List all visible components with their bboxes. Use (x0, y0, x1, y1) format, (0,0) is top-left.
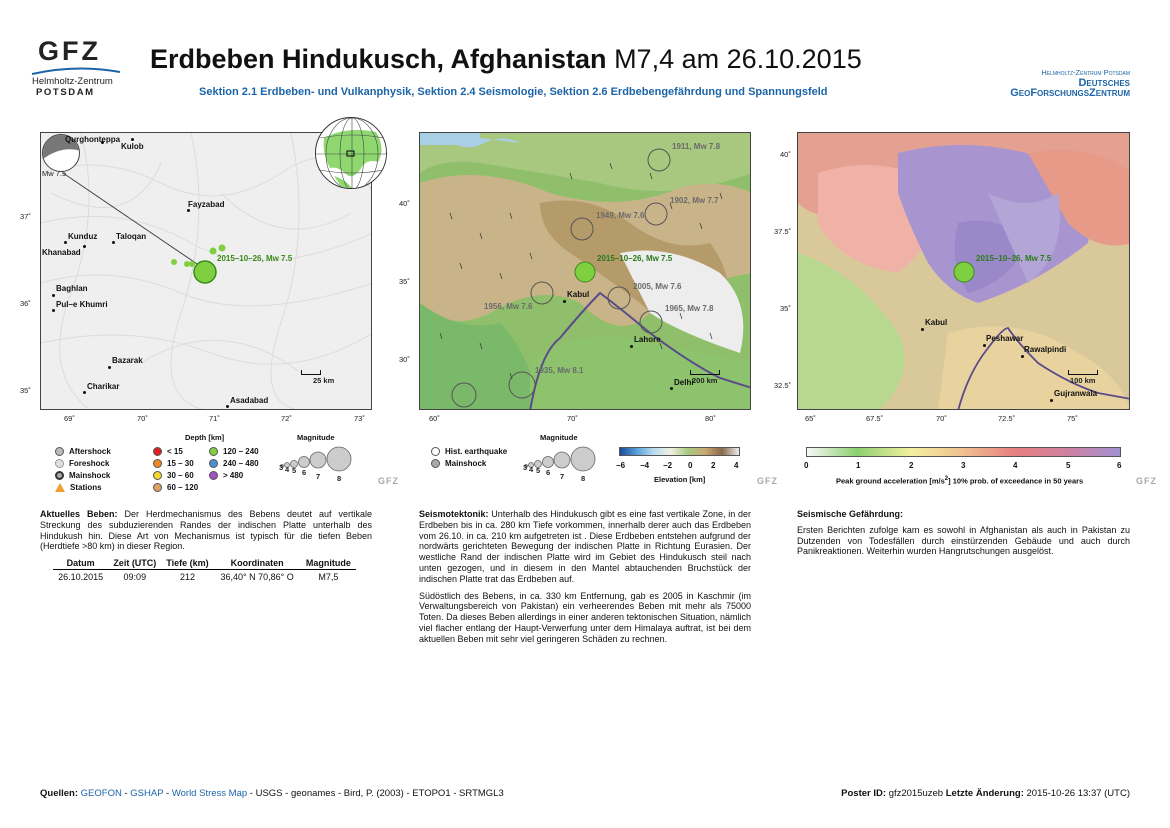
col-hazard (797, 509, 1130, 557)
mainshock-icon (431, 459, 440, 468)
x-tick: 70˚ (137, 414, 148, 423)
col2-text2: Südöstlich des Bebens, in ca. 330 km Entfernung, gab es 2005 in Kaschmir (im Verwaltungsbereich von Pakistan) ein verheerendes Beben mit mehr als 75000 Toten. Da dieses Beben allerdings in einer anderen tektonischen Situation, nämlich viel flacher entlang der Haupt-Verwerfung unter dem Himalaya auftrat, ist bei dem aktuellen Beben mit sehr viel geringeren Schäden zu rechnen. (419, 590, 751, 644)
hist-eq-label: 1902, Mw 7.7 (670, 196, 719, 205)
mag-tick: 4 (285, 465, 290, 474)
y-tick: 36˚ (20, 299, 31, 308)
map-seismotectonic (419, 132, 751, 410)
magnitude-circles-icon (522, 446, 598, 472)
cbar-tick: 2 (711, 461, 716, 470)
city-label: Bazarak (112, 356, 143, 365)
hist-eq-label: 2005, Mw 7.6 (633, 282, 682, 291)
city-label: Taloqan (116, 232, 147, 241)
legend-aftershock: Aftershock (55, 447, 111, 456)
mag-tick: 5 (292, 466, 297, 475)
right-logo-line2: Deutsches (1078, 77, 1130, 89)
col2-heading: Seismotektonik: (419, 509, 489, 519)
city-label: Baghlan (56, 284, 88, 293)
depth-swatch (209, 447, 218, 456)
scale-label: 25 km (313, 376, 335, 385)
x-tick: 60˚ (429, 414, 440, 423)
y-tick: 40˚ (399, 199, 410, 208)
depth-legend-item: 240 – 480 (209, 459, 259, 468)
cbar-tick: 1 (856, 461, 861, 470)
event-label: 2015–10–26, Mw 7.5 (976, 254, 1052, 263)
event-table (53, 557, 356, 584)
city-label: Pul–e Khumri (56, 300, 108, 309)
gfz-logo-swoosh-icon (30, 66, 122, 76)
th-mag: Magnitude (301, 557, 356, 570)
col3-heading: Seismische Gefährdung: (797, 509, 904, 519)
x-tick: 80˚ (705, 414, 716, 423)
hist-eq-label: 1935, Mw 8.1 (535, 366, 584, 375)
depth-swatch (153, 447, 162, 456)
cbar-tick: 3 (961, 461, 966, 470)
hist-eq-label: 1949, Mw 7.6 (596, 211, 645, 220)
depth-legend-title: Depth [km] (185, 433, 225, 442)
depth-swatch (209, 459, 218, 468)
hist-eq-label: 1956, Mw 7.6 (484, 302, 533, 311)
y-tick: 30˚ (399, 355, 410, 364)
gfz-watermark: GFZ (757, 476, 778, 486)
th-coords: Koordinaten (214, 557, 301, 570)
cbar-tick: 5 (1066, 461, 1071, 470)
x-tick: 65˚ (805, 414, 816, 423)
link-gshap[interactable]: GSHAP (130, 788, 164, 799)
scale-bar (301, 370, 321, 375)
legend-stations: Stations (55, 483, 102, 492)
scale-bar (690, 370, 720, 375)
depth-legend-item: > 480 (209, 471, 243, 480)
gfz-logo-text: GFZ (38, 36, 101, 66)
x-tick: 72.5˚ (998, 414, 1016, 423)
depth-legend-item: 120 – 240 (209, 447, 259, 456)
col3-text: Ersten Berichten zufolge kam es sowohl in Afghanistan als auch in Pakistan zu Dutzenden von Todesfällen durch einstürzenden Gebäude und auch durch Panikreaktionen. Weiterhin wurden Hangrutschungen ausgelöst. (797, 524, 1130, 557)
col1-text: Der Herdmechanismus des Bebens deutet auf vertikale Streckung des subduzierenden Randes der indischen Platte unterhalb des Hindukush hin. Diese Art von Mechanismus ist typisch für die tiefen Beben (Herdtiefe >80 km) in dieser Region. (40, 509, 372, 552)
title-main: Erdbeben Hindukusch, Afghanistan (150, 44, 607, 74)
cbar-tick: 0 (688, 461, 693, 470)
x-tick: 70˚ (936, 414, 947, 423)
mag-tick: 6 (546, 468, 551, 477)
aftershock-icon (55, 447, 64, 456)
th-date: Datum (53, 557, 108, 570)
mag-tick: 6 (302, 468, 307, 477)
y-tick: 32.5˚ (774, 381, 792, 390)
cbar-tick: −6 (616, 461, 626, 470)
depth-legend-item: < 15 (153, 447, 183, 456)
city-label: Peshawar (986, 334, 1024, 343)
legend-hist-eq: Hist. earthquake (431, 447, 507, 456)
x-tick: 73˚ (354, 414, 365, 423)
beachball-label: Mw 7.5 (42, 169, 67, 178)
x-tick: 67.5˚ (866, 414, 884, 423)
cbar-tick: 4 (734, 461, 739, 470)
depth-swatch (153, 459, 162, 468)
hist-eq-label: 1965, Mw 7.8 (665, 304, 714, 313)
pga-colorbar-title: Peak ground acceleration $[m/s^2]$ 10% prob. of exceedance in 50 years (836, 476, 1084, 486)
mag-tick: 8 (581, 474, 586, 483)
depth-swatch (153, 471, 162, 480)
cbar-tick: 6 (1117, 461, 1122, 470)
x-tick: 72˚ (281, 414, 292, 423)
scale-bar (1068, 370, 1098, 375)
page-subtitle: Sektion 2.1 Erdbeben- und Vulkanphysik, Sektion 2.4 Seismologie, Sektion 2.6 Erdbebengefährdung und Spannungsfeld (199, 86, 828, 98)
city-label: Qurghonteppa (65, 135, 121, 144)
hist-eq-icon (431, 447, 440, 456)
gfz-watermark: GFZ (378, 476, 399, 486)
x-tick: 70˚ (567, 414, 578, 423)
th-depth: Tiefe (km) (161, 557, 213, 570)
elevation-colorbar-title: Elevation [km] (654, 475, 706, 484)
scale-label: 100 km (1070, 376, 1096, 385)
cbar-tick: 4 (1013, 461, 1018, 470)
cbar-tick: 0 (804, 461, 809, 470)
gfz-watermark: GFZ (1136, 476, 1157, 486)
station-triangle-icon (55, 483, 65, 492)
mag-tick: 5 (536, 466, 541, 475)
cbar-tick: −4 (640, 461, 650, 470)
legend-mainshock-2: Mainshock (431, 459, 486, 468)
right-logo-line3: GeoForschungsZentrum (1010, 87, 1130, 99)
city-label: Asadabad (230, 396, 269, 405)
footer-poster-info: Poster ID: gfz2015uzeb Letzte Änderung: 2015-10-26 13:37 (UTC) (841, 788, 1130, 799)
city-label: Charikar (87, 382, 120, 391)
table-row: 26.10.2015 09:09 212 36,40° N 70,86° O M7,5 (58, 572, 339, 582)
gfz-logo-subtitle: Helmholtz-Zentrum (32, 76, 113, 87)
city-label: Gujranwala (1054, 389, 1098, 398)
city-label: Kulob (121, 142, 144, 151)
foreshock-icon (55, 459, 64, 468)
city-label: Kabul (925, 318, 948, 327)
magnitude-circles-icon (278, 446, 354, 472)
depth-legend-item: 15 – 30 (153, 459, 194, 468)
magnitude-legend-title: Magnitude (297, 433, 335, 442)
col-current-quake (40, 509, 372, 552)
y-tick: 37.5˚ (774, 227, 792, 236)
legend-foreshock: Foreshock (55, 459, 109, 468)
city-label: Rawalpindi (1024, 345, 1067, 354)
y-tick: 35˚ (399, 277, 410, 286)
event-label: 2015–10–26, Mw 7.5 (217, 254, 293, 263)
link-geofon[interactable]: GEOFON (80, 788, 122, 799)
cbar-tick: −2 (663, 461, 673, 470)
depth-swatch (209, 471, 218, 480)
city-label: Kunduz (68, 232, 98, 241)
gfz-logo-city: POTSDAM (36, 87, 95, 98)
x-tick: 75˚ (1067, 414, 1078, 423)
map-seismotectonic-graphics (420, 133, 751, 410)
right-logo-line1: Helmholtz-Zentrum Potsdam (1041, 68, 1130, 77)
mag-tick: 4 (529, 465, 534, 474)
x-tick: 71˚ (209, 414, 220, 423)
mag-tick: 3 (279, 463, 284, 472)
city-label: Khanabad (42, 248, 81, 257)
city-label: Delhi (674, 378, 694, 387)
depth-legend-item: 60 – 120 (153, 483, 198, 492)
y-tick: 35˚ (780, 304, 791, 313)
link-world-stress-map[interactable]: World Stress Map (171, 788, 248, 799)
x-tick: 69˚ (64, 414, 75, 423)
mag-tick: 3 (523, 463, 528, 472)
y-tick: 35˚ (20, 386, 31, 395)
pga-colorbar (806, 447, 1121, 457)
magnitude-legend-title: Magnitude (540, 433, 578, 442)
title-magnitude-date: M7,4 am 26.10.2015 (614, 44, 862, 74)
mag-tick: 8 (337, 474, 342, 483)
hist-eq-label: 1911, Mw 7.8 (672, 142, 721, 151)
last-changed: 2015-10-26 13:37 (UTC) (1026, 788, 1130, 799)
city-label: Lahore (634, 335, 661, 344)
depth-legend-item: 30 – 60 (153, 471, 194, 480)
col2-text1: Unterhalb des Hindukusch gibt es eine fast vertikale Zone, in der Erdbeben bis in ca. 280 km Tiefe vorkommen, innerhalb derer auch das Erdbeben vom 26.10. in ca. 210 km aufgetreten ist . Diese Erdbeben entstehen aufgrund der nordwärts gerichteten Bewegung der indischen Platte in Richtung Eurasien. Der westliche Rand der indischen Platte wird im Gebiet des Hindukusch steil nach unten gezogen, und in diesem in den Mantel abtauchenden Bruchstück der indischen Platte trat das Erdbeben auf. (419, 509, 751, 584)
legend-mainshock: Mainshock (55, 471, 110, 480)
mag-tick: 7 (316, 472, 321, 481)
footer-sources: Quellen: GEOFON - GSHAP - World Stress Map - USGS - geonames - Bird, P. (2003) - ETOPO1 - SRTMGL3 (40, 788, 504, 799)
map-hazard (797, 132, 1130, 410)
event-label: 2015–10–26, Mw 7.5 (597, 254, 673, 263)
city-label: Kabul (567, 290, 590, 299)
city-label: Fayzabad (188, 200, 225, 209)
elevation-colorbar (619, 447, 740, 456)
mainshock-icon (55, 471, 64, 480)
th-time: Zeit (UTC) (108, 557, 161, 570)
mag-tick: 7 (560, 472, 565, 481)
col1-heading: Aktuelles Beben: (40, 509, 118, 519)
col-seismotectonics (419, 509, 751, 645)
globe-inset-icon (315, 117, 387, 189)
map-hazard-graphics (798, 133, 1130, 410)
y-tick: 40˚ (780, 150, 791, 159)
poster-id: gfz2015uzeb (888, 788, 944, 799)
page-title (150, 44, 862, 75)
depth-swatch (153, 483, 162, 492)
y-tick: 37˚ (20, 212, 31, 221)
scale-label: 200 km (692, 376, 718, 385)
cbar-tick: 2 (909, 461, 914, 470)
